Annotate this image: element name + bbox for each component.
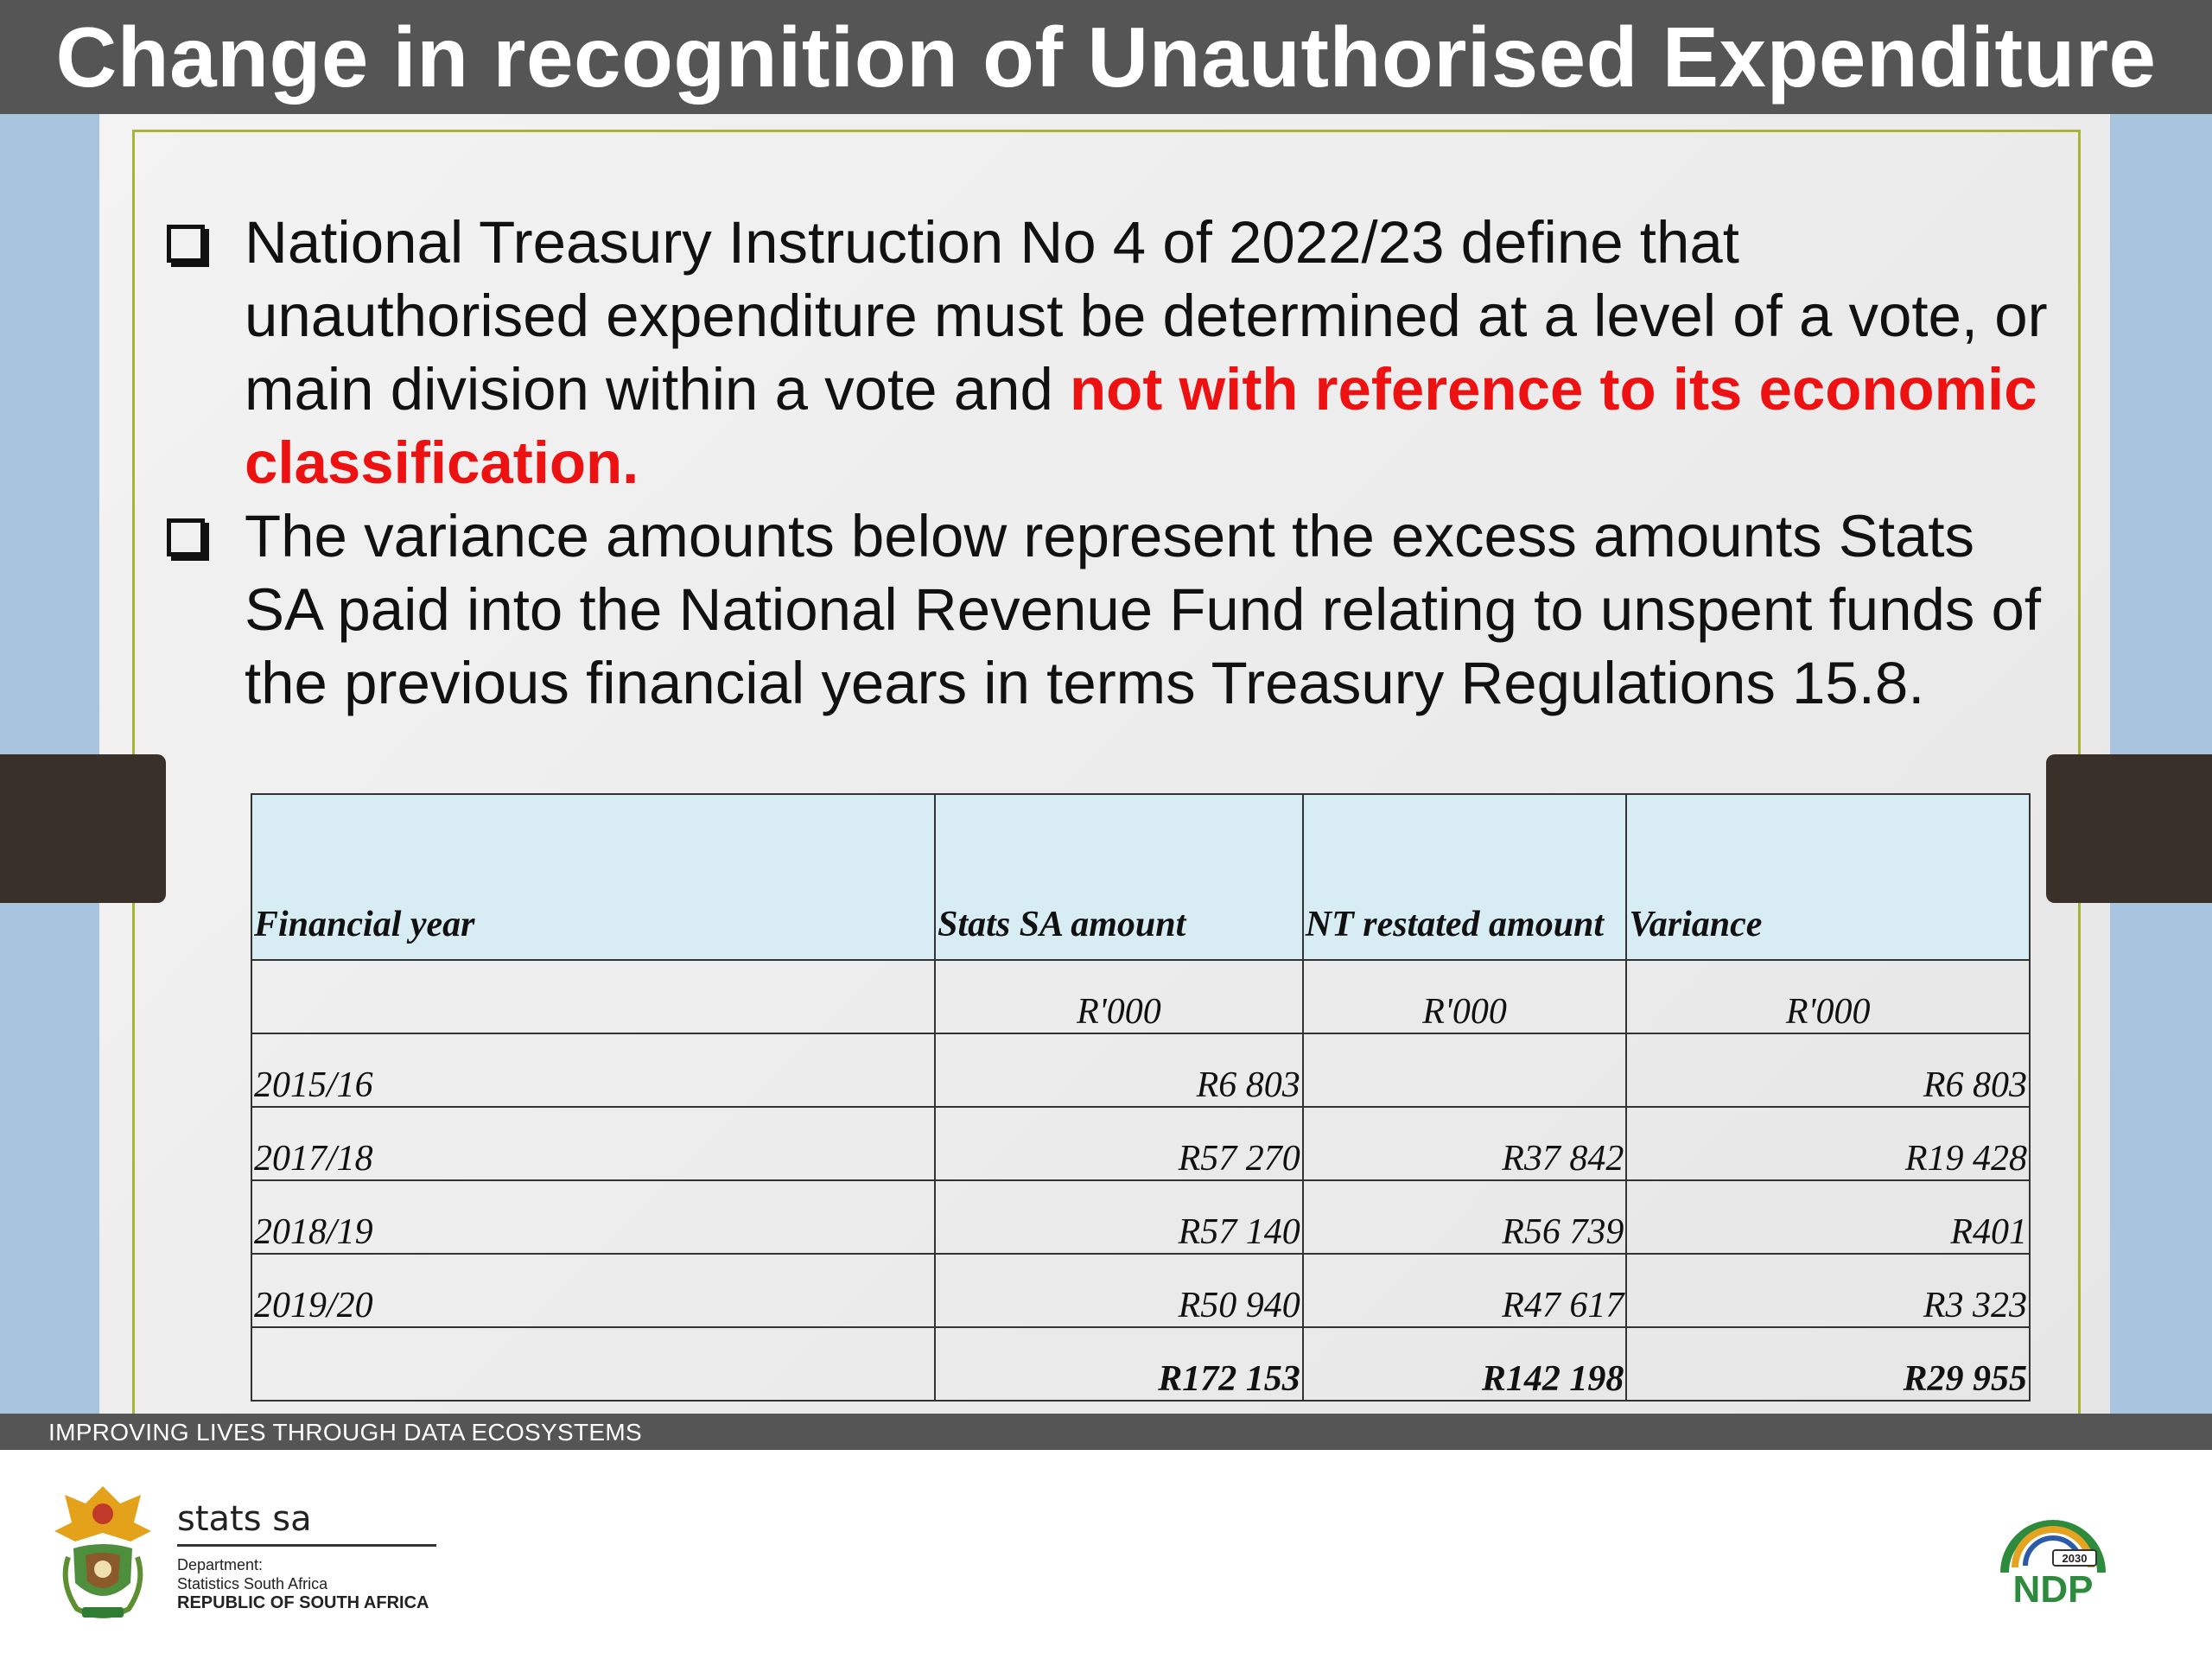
bullet-highlight-text: not with reference to its economic classification. — [245, 356, 2037, 496]
bullet-text: The variance amounts below represent the excess amounts Stats SA paid into the National Revenue Fund relating to unspent funds of the previous financial years in terms Treasury Regulations 15.8. — [245, 503, 2042, 716]
table-header-row — [251, 794, 2030, 960]
header-financial-year: Financial year — [251, 794, 935, 960]
header-stats-sa-amount: Stats SA amount — [935, 794, 1303, 960]
bullet-text: National Treasury Instruction No 4 of 2022/23 define that unauthorised expenditure must be determined at a level of a vote, or main division within a vote and — [245, 209, 2048, 423]
total-nt-restated: R142 198 — [1303, 1327, 1627, 1401]
footer-tagline: IMPROVING LIVES THROUGH DATA ECOSYSTEMS — [48, 1419, 642, 1446]
table-total-row — [251, 1327, 2030, 1401]
table-cell: 2019/20 — [251, 1254, 935, 1327]
coat-of-arms-logo — [48, 1479, 158, 1626]
header-variance: Variance — [1626, 794, 2030, 960]
checkbox-bullet-icon — [167, 225, 205, 263]
table-cell: R47 617 — [1303, 1254, 1627, 1327]
table-cell: R3 323 — [1626, 1254, 2030, 1327]
variance-table — [251, 793, 2031, 1402]
ndp-year: 2030 — [2062, 1552, 2088, 1565]
table-cell: R57 270 — [935, 1107, 1303, 1180]
table-cell: R'000 — [1626, 960, 2030, 1033]
dept-label: Department: — [177, 1556, 264, 1573]
dept-name: Statistics South Africa — [177, 1575, 328, 1592]
bullet-item — [160, 499, 2061, 720]
footer-strip — [0, 1414, 2212, 1450]
table-cell: 2018/19 — [251, 1180, 935, 1254]
table-cell: R37 842 — [1303, 1107, 1627, 1180]
table-cell: R57 140 — [935, 1180, 1303, 1254]
table-cell: 2015/16 — [251, 1033, 935, 1107]
table-cell: R56 739 — [1303, 1180, 1627, 1254]
table-row — [251, 1180, 2030, 1254]
table-row — [251, 1033, 2030, 1107]
title-bar — [0, 0, 2212, 114]
bullet-item — [160, 206, 2061, 499]
stats-sa-logo — [177, 1499, 436, 1612]
left-clip-decoration — [0, 754, 166, 903]
table-cell: R'000 — [1303, 960, 1627, 1033]
ndp-2030-logo — [1996, 1512, 2110, 1607]
table-cell: R401 — [1626, 1180, 2030, 1254]
table-cell: R50 940 — [935, 1254, 1303, 1327]
table-cell: R6 803 — [935, 1033, 1303, 1107]
total-stats-sa: R172 153 — [935, 1327, 1303, 1401]
ndp-label: NDP — [2012, 1568, 2094, 1607]
table-cell — [251, 960, 935, 1033]
right-clip-decoration — [2046, 754, 2212, 903]
page-title: Change in recognition of Unauthorised Expenditure — [55, 9, 2157, 105]
table-row — [251, 1107, 2030, 1180]
table-cell: 2017/18 — [251, 1107, 935, 1180]
table-cell: R19 428 — [1626, 1107, 2030, 1180]
table-cell — [1303, 1033, 1627, 1107]
table-cell: R'000 — [935, 960, 1303, 1033]
country-name: REPUBLIC OF SOUTH AFRICA — [177, 1593, 429, 1612]
table-row — [251, 1254, 2030, 1327]
logo-divider — [177, 1544, 436, 1547]
total-variance: R29 955 — [1626, 1327, 2030, 1401]
table-cell: R6 803 — [1626, 1033, 2030, 1107]
checkbox-bullet-icon — [167, 518, 205, 556]
brand-name: stats sa — [177, 1499, 312, 1539]
bullet-list — [160, 206, 2061, 720]
table-units-row — [251, 960, 2030, 1033]
table-cell — [251, 1327, 935, 1401]
header-nt-restated-amount: NT restated amount — [1303, 794, 1627, 960]
